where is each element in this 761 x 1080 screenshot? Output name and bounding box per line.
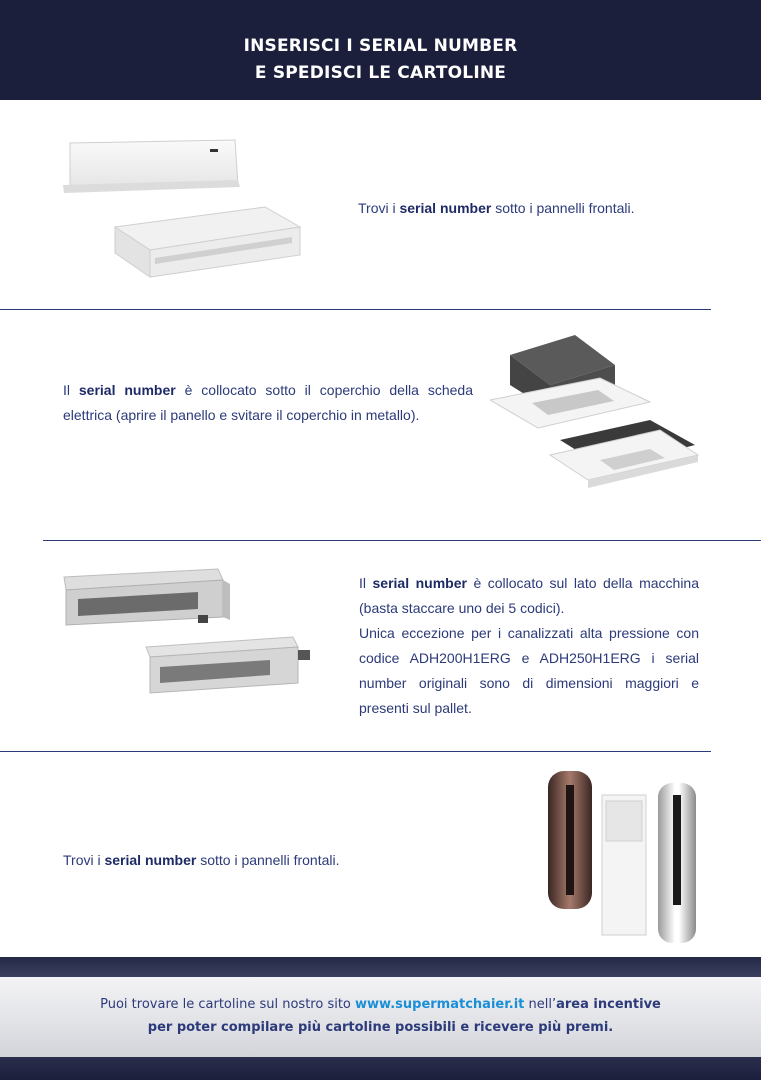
wall-split-ceiling-unit-image <box>60 135 305 285</box>
footer-band-bottom <box>0 1057 761 1080</box>
footer-line1: Puoi trovare le cartoline sul nostro sito www.supermatchaier.it nell’area incentive <box>100 997 661 1012</box>
section3-text: Il serial number è collocato sul lato della macchina (basta staccare uno dei 5 codici). Unica eccezione per i canalizzati alta pressione con codice ADH200H1ERG e ADH250H1ERG i serial number originali sono di dimensioni maggiori e presenti sul pallet. <box>359 575 699 716</box>
ducted-unit-image <box>58 565 323 705</box>
footer-text <box>0 993 761 1039</box>
section1-text: Trovi i serial number sotto i pannelli frontali. <box>358 200 635 216</box>
website-link[interactable]: www.supermatchaier.it <box>355 997 525 1012</box>
section-divider-1 <box>0 309 711 310</box>
header-title-line1: INSERISCI I SERIAL NUMBER <box>243 36 518 56</box>
section2-text: Il serial number è collocato sotto il coperchio della scheda elettrica (aprire il panello e svitare il coperchio in metallo). <box>63 382 473 423</box>
footer-band-top <box>0 957 761 977</box>
footer-line2: per poter compilare più cartoline possibili e ricevere più premi. <box>147 1020 614 1035</box>
header-title-line2: E SPEDISCI LE CARTOLINE <box>254 63 507 83</box>
section4-text: Trovi i serial number sotto i pannelli frontali. <box>63 852 340 868</box>
header-banner <box>0 0 761 100</box>
floor-standing-units-image <box>540 765 720 950</box>
cassette-unit-image <box>490 330 705 505</box>
section-divider-3 <box>0 751 711 752</box>
section-divider-2 <box>43 540 761 541</box>
